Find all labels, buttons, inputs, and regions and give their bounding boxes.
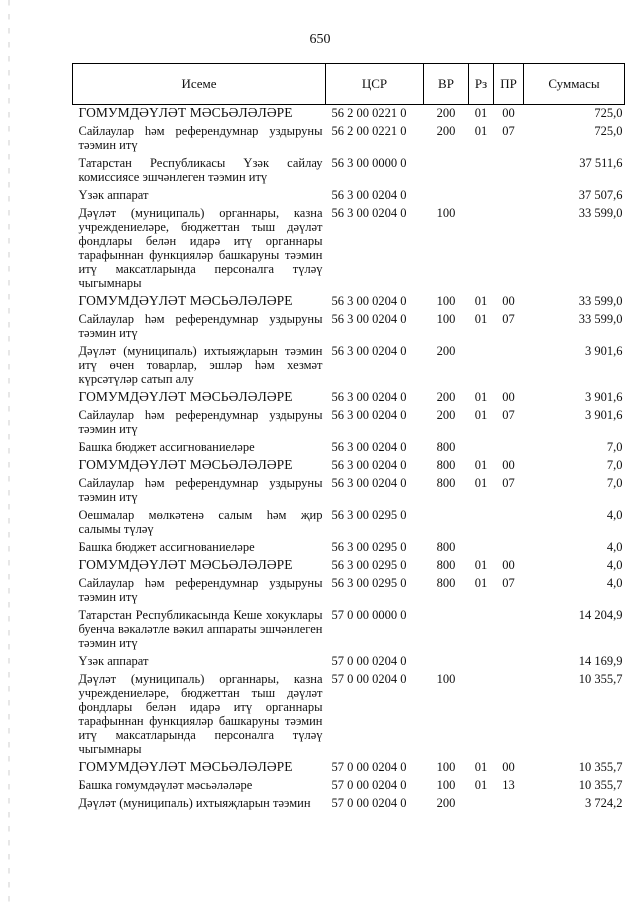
header-name: Исеме [73, 64, 326, 105]
table-body [73, 105, 625, 814]
row-rz-code: 01 [474, 408, 488, 422]
row-rz-code [469, 795, 494, 813]
row-sum: 14 169,9 [578, 654, 623, 668]
row-name: Сайлаулар һәм референдумнар уздыруны тәэмин итү [78, 312, 323, 340]
row-pr-code [494, 187, 524, 205]
row-pr-code: 07 [502, 576, 515, 590]
row-vr-code: 200 [436, 124, 456, 138]
row-sum: 10 355,7 [578, 672, 623, 686]
row-rz-code: 01 [474, 558, 488, 572]
row-rz-code: 01 [474, 476, 488, 490]
row-pr-code [494, 671, 524, 759]
row-sum: 3 901,6 [585, 390, 623, 404]
row-sum: 4,0 [606, 558, 623, 572]
row-sum: 4,0 [606, 540, 623, 554]
row-rz-code [469, 155, 494, 187]
row-csr-code: 56 3 00 0204 0 [331, 408, 407, 422]
row-rz-code: 01 [474, 760, 488, 774]
row-csr-code: 56 2 00 0221 0 [331, 106, 407, 120]
row-name: ГОМУМДӘҮЛӘТ МӘСЬӘЛӘЛӘРЕ [78, 557, 293, 572]
row-pr-code [494, 507, 524, 539]
row-csr-code: 56 3 00 0295 0 [331, 558, 407, 572]
row-csr-code: 57 0 00 0204 0 [331, 672, 407, 686]
row-vr-code: 800 [436, 558, 456, 572]
row-sum: 3 724,2 [585, 796, 623, 810]
row-rz-code: 01 [474, 312, 488, 326]
row-sum: 14 204,9 [578, 608, 623, 622]
header-pr: ПР [494, 64, 524, 105]
row-pr-code: 00 [502, 458, 515, 472]
row-name: Дәүләт (муниципаль) ихтыяҗларын тәэмин итү өчен товарлар, эшләр һәм хезмәт күрсәтүләр сатып алу [78, 344, 323, 386]
row-pr-code [494, 607, 524, 653]
row-pr-code: 07 [502, 476, 515, 490]
table-row [73, 575, 625, 607]
row-name: ГОМУМДӘҮЛӘТ МӘСЬӘЛӘЛӘРЕ [78, 389, 293, 404]
table-row [73, 105, 625, 124]
row-csr-code: 56 3 00 0204 0 [331, 440, 407, 454]
row-sum: 4,0 [606, 508, 623, 522]
header-vr: ВР [424, 64, 469, 105]
row-csr-code: 56 3 00 0295 0 [331, 540, 407, 554]
row-name: Дәүләт (муниципаль) органнары, казна учреждениеләре, бюджеттан тыш дәүләт фондлары белән идарә итү органнары тарафыннан функцияләр башкаруны тәэмин итү максатларында персоналга түләү чыгымнары [78, 672, 323, 756]
row-pr-code: 00 [502, 558, 515, 572]
row-pr-code [494, 795, 524, 813]
row-rz-code [469, 539, 494, 557]
row-sum: 37 511,6 [579, 156, 623, 170]
table-row [73, 457, 625, 475]
row-vr-code: 100 [436, 206, 456, 220]
header-csr: ЦСР [326, 64, 424, 105]
row-vr-code [424, 653, 469, 671]
row-name: Дәүләт (муниципаль) ихтыяҗларын тәэмин [78, 796, 311, 810]
row-vr-code: 200 [436, 106, 456, 120]
row-pr-code [494, 539, 524, 557]
row-csr-code: 57 0 00 0204 0 [331, 778, 407, 792]
row-vr-code: 200 [436, 408, 456, 422]
budget-table-container [72, 63, 624, 813]
table-row [73, 777, 625, 795]
row-csr-code: 56 3 00 0204 0 [331, 344, 407, 358]
scan-margin-marks [8, 0, 10, 905]
row-rz-code: 01 [474, 124, 488, 138]
row-pr-code [494, 343, 524, 389]
row-vr-code: 100 [436, 672, 456, 686]
row-csr-code: 57 0 00 0204 0 [331, 760, 407, 774]
row-vr-code [424, 507, 469, 539]
row-rz-code: 01 [474, 778, 488, 792]
row-rz-code [469, 507, 494, 539]
header-rz: Рз [469, 64, 494, 105]
table-row [73, 475, 625, 507]
row-vr-code: 100 [436, 312, 456, 326]
row-rz-code: 01 [474, 458, 488, 472]
row-name: Башка бюджет ассигнованиеләре [78, 540, 255, 554]
row-csr-code: 56 3 00 0000 0 [331, 156, 407, 170]
table-row [73, 407, 625, 439]
row-pr-code: 00 [502, 760, 515, 774]
row-csr-code: 56 3 00 0204 0 [331, 390, 407, 404]
table-row [73, 205, 625, 293]
table-row [73, 123, 625, 155]
row-vr-code [424, 607, 469, 653]
page-number: 650 [309, 32, 331, 47]
row-rz-code [469, 439, 494, 457]
row-pr-code: 00 [502, 294, 515, 308]
row-name: Сайлаулар һәм референдумнар уздыруны тәэмин итү [78, 124, 323, 152]
row-rz-code [469, 607, 494, 653]
row-name: Башка гомумдәүләт мәсьәләләре [78, 778, 253, 792]
row-sum: 33 599,0 [578, 206, 623, 220]
row-sum: 3 901,6 [585, 344, 623, 358]
row-vr-code: 200 [436, 796, 456, 810]
row-pr-code [494, 155, 524, 187]
row-sum: 10 355,7 [578, 760, 623, 774]
row-csr-code: 56 3 00 0295 0 [331, 576, 407, 590]
row-vr-code: 100 [436, 778, 456, 792]
row-pr-code [494, 205, 524, 293]
row-pr-code: 07 [502, 124, 515, 138]
table-row [73, 507, 625, 539]
row-rz-code: 01 [474, 294, 488, 308]
row-vr-code: 800 [436, 540, 456, 554]
table-row [73, 187, 625, 205]
row-sum: 725,0 [594, 106, 623, 120]
row-sum: 7,0 [606, 476, 623, 490]
row-name: Үзәк аппарат [78, 188, 149, 202]
table-row [73, 671, 625, 759]
row-sum: 725,0 [594, 124, 623, 138]
table-row [73, 293, 625, 311]
row-name: Башка бюджет ассигнованиеләре [78, 440, 255, 454]
table-row [73, 389, 625, 407]
row-name: Үзәк аппарат [78, 654, 149, 668]
row-name: Татарстан Республикасы Үзәк сайлау комиссиясе эшчәнлеген тәэмин итү [78, 156, 323, 184]
row-csr-code: 56 3 00 0204 0 [331, 188, 407, 202]
row-vr-code: 100 [436, 294, 456, 308]
table-row [73, 343, 625, 389]
row-pr-code [494, 439, 524, 457]
row-sum: 4,0 [606, 576, 623, 590]
row-vr-code: 800 [436, 576, 456, 590]
row-rz-code [469, 205, 494, 293]
row-vr-code: 100 [436, 760, 456, 774]
row-name: ГОМУМДӘҮЛӘТ МӘСЬӘЛӘЛӘРЕ [78, 293, 293, 308]
row-pr-code: 13 [502, 778, 515, 792]
table-row [73, 155, 625, 187]
row-csr-code: 57 0 00 0204 0 [331, 654, 407, 668]
row-sum: 7,0 [606, 440, 623, 454]
row-rz-code: 01 [474, 390, 488, 404]
table-row [73, 539, 625, 557]
table-row [73, 311, 625, 343]
row-sum: 33 599,0 [578, 294, 623, 308]
row-rz-code: 01 [474, 106, 488, 120]
row-csr-code: 56 2 00 0221 0 [331, 124, 407, 138]
table-row [73, 759, 625, 777]
table-row [73, 439, 625, 457]
row-csr-code: 57 0 00 0000 0 [331, 608, 407, 622]
row-rz-code [469, 343, 494, 389]
row-name: Сайлаулар һәм референдумнар уздыруны тәэмин итү [78, 576, 323, 604]
row-rz-code: 01 [474, 576, 488, 590]
row-pr-code: 00 [502, 390, 515, 404]
row-csr-code: 56 3 00 0204 0 [331, 206, 407, 220]
row-sum: 10 355,7 [578, 778, 623, 792]
row-vr-code: 200 [436, 344, 456, 358]
table-row [73, 607, 625, 653]
header-sum: Суммасы [524, 64, 625, 105]
row-sum: 3 901,6 [585, 408, 623, 422]
row-rz-code [469, 187, 494, 205]
row-vr-code [424, 155, 469, 187]
row-name: Дәүләт (муниципаль) органнары, казна учреждениеләре, бюджеттан тыш дәүләт фондлары белән идарә итү органнары тарафыннан функцияләр башкаруны тәэмин итү максатларында персоналга түләү чыгымнары [78, 206, 323, 290]
table-row [73, 653, 625, 671]
row-name: ГОМУМДӘҮЛӘТ МӘСЬӘЛӘЛӘРЕ [78, 759, 293, 774]
row-vr-code [424, 187, 469, 205]
budget-table [72, 63, 625, 813]
row-name: ГОМУМДӘҮЛӘТ МӘСЬӘЛӘЛӘРЕ [78, 105, 293, 120]
row-pr-code: 00 [502, 106, 515, 120]
row-csr-code: 57 0 00 0204 0 [331, 796, 407, 810]
row-name: Сайлаулар һәм референдумнар уздыруны тәэмин итү [78, 476, 323, 504]
row-csr-code: 56 3 00 0204 0 [331, 458, 407, 472]
row-pr-code: 07 [502, 312, 515, 326]
row-rz-code [469, 653, 494, 671]
row-vr-code: 800 [436, 440, 456, 454]
row-pr-code: 07 [502, 408, 515, 422]
row-pr-code [494, 653, 524, 671]
table-row [73, 557, 625, 575]
row-csr-code: 56 3 00 0204 0 [331, 312, 407, 326]
row-vr-code: 200 [436, 390, 456, 404]
row-csr-code: 56 3 00 0204 0 [331, 294, 407, 308]
row-name: Сайлаулар һәм референдумнар уздыруны тәэмин итү [78, 408, 323, 436]
row-csr-code: 56 3 00 0295 0 [331, 508, 407, 522]
row-rz-code [469, 671, 494, 759]
row-sum: 7,0 [606, 458, 623, 472]
row-name: Татарстан Республикасында Кеше хокуклары буенча вәкаләтле вәкил аппараты эшчәнлеген тәэмин итү [78, 608, 323, 650]
row-sum: 33 599,0 [578, 312, 623, 326]
table-header [73, 64, 625, 105]
row-vr-code: 800 [436, 458, 456, 472]
row-name: Оешмалар мөлкәтенә салым һәм җир салымы түләү [78, 508, 323, 536]
table-row [73, 795, 625, 813]
row-vr-code: 800 [436, 476, 456, 490]
row-sum: 37 507,6 [578, 188, 623, 202]
row-csr-code: 56 3 00 0204 0 [331, 476, 407, 490]
row-name: ГОМУМДӘҮЛӘТ МӘСЬӘЛӘЛӘРЕ [78, 457, 293, 472]
